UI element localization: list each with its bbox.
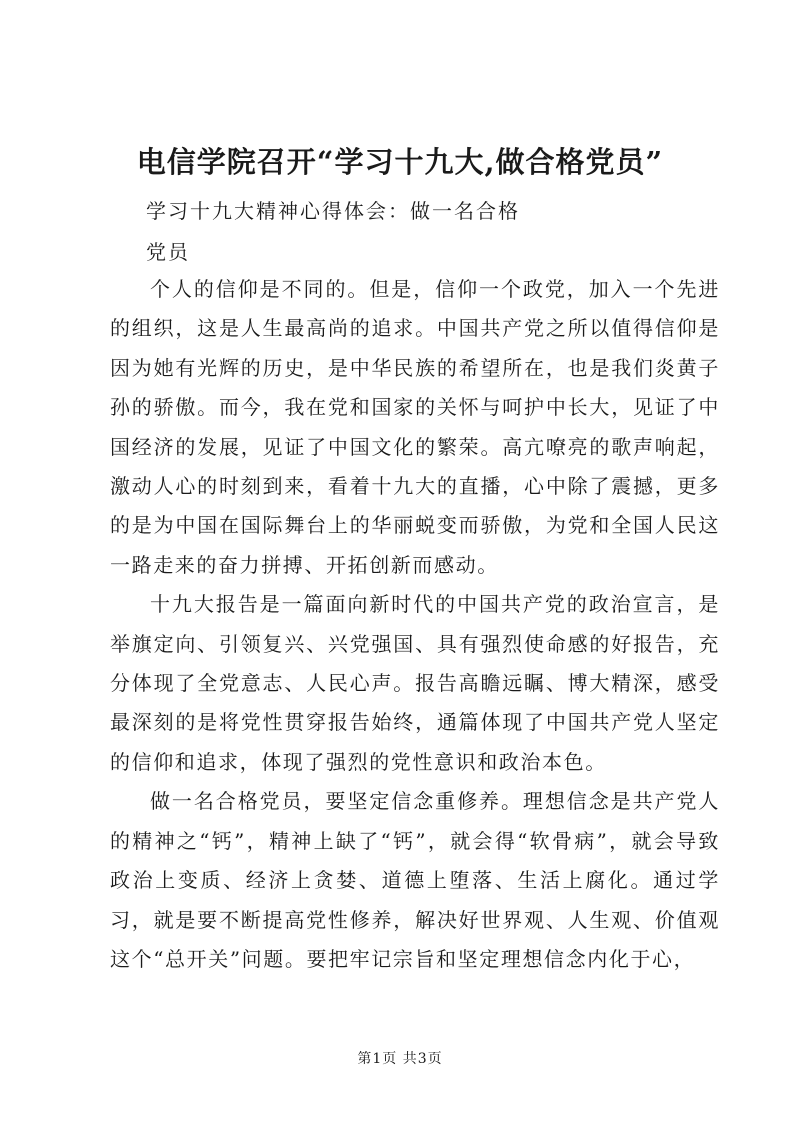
document-subtitle-line-1: 学习十九大精神心得体会：做一名合格 xyxy=(146,199,520,223)
document-title: 电信学院召开“学习十九大,做合格党员” xyxy=(136,145,664,179)
document-subtitle-line-2: 党员 xyxy=(146,240,190,264)
paragraph-3: 做一名合格党员，要坚定信念重修养。理想信念是共产党人的精神之“钙”，精神上缺了“钙”，就会得“软骨病”，就会导致政治上变质、经济上贪婪、道德上堕落、生活上腐化。通过学习，就是要不断提高党性修养，解决好世界观、人生观、价值观这个“总开关”问题。要把牢记宗旨和坚定理想信念内化于心， xyxy=(110,789,720,971)
paragraph-1: 个人的信仰是不同的。但是，信仰一个政党，加入一个先进的组织，这是人生最高尚的追求。中国共产党之所以值得信仰是因为她有光辉的历史，是中华民族的希望所在，也是我们炎黄子孙的骄傲。而今，我在党和国家的关怀与呵护中长大，见证了中国经济的发展，见证了中国文化的繁荣。高亢嘹亮的歌声响起，激动人心的时刻到来，看着十九大的直播，心中除了震撼，更多的是为中国在国际舞台上的华丽蜕变而骄傲，为党和全国人民这一路走来的奋力拼搏、开拓创新而感动。 xyxy=(110,277,720,577)
paragraph-2: 十九大报告是一篇面向新时代的中国共产党的政治宣言，是举旗定向、引领复兴、兴党强国、具有强烈使命感的好报告，充分体现了全党意志、人民心声。报告高瞻远瞩、博大精深，感受最深刻的是将党性贯穿报告始终，通篇体现了中国共产党人坚定的信仰和追求，体现了强烈的党性意识和政治本色。 xyxy=(110,592,720,774)
document-body xyxy=(110,270,720,979)
page-number-footer: 第1页 共3页 xyxy=(357,1051,443,1067)
